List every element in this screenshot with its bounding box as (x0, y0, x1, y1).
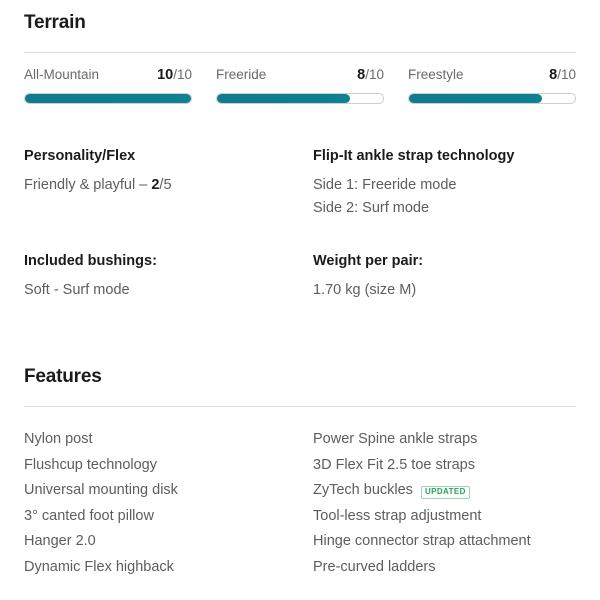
terrain-item-label: All-Mountain (24, 67, 100, 82)
terrain-item (216, 67, 384, 104)
terrain-bar-track (408, 93, 576, 104)
feature-item-label: ZyTech buckles (313, 482, 413, 499)
features-column-right (313, 427, 576, 580)
spec-line-text: Soft - Surf mode (24, 281, 130, 298)
terrain-bar-track (216, 93, 384, 104)
spec-line-value: 2 (151, 177, 160, 193)
features-column-left (24, 427, 313, 580)
spec-item (313, 148, 576, 221)
feature-item (313, 504, 576, 530)
feature-item (24, 478, 313, 504)
feature-item (313, 529, 576, 555)
terrain-item-score-scale: /10 (173, 67, 192, 82)
feature-item-label: Flushcup technology (24, 456, 157, 473)
terrain-item-score (157, 67, 192, 83)
spec-item-title: Personality/Flex (24, 148, 136, 164)
terrain-item-header (216, 67, 384, 83)
spec-line-text: Friendly & playful – (24, 177, 152, 193)
terrain-bar-fill (217, 94, 350, 103)
feature-item (24, 555, 313, 581)
feature-item-label: Hinge connector strap attachment (313, 533, 531, 550)
spec-item-title: Flip-It ankle strap technology (313, 148, 515, 164)
terrain-item-label: Freestyle (408, 67, 464, 82)
feature-item (24, 427, 313, 453)
terrain-item-score-value: 10 (157, 67, 174, 83)
terrain-rating-row (24, 67, 576, 104)
features-list (24, 427, 576, 580)
spec-item (313, 253, 576, 302)
feature-item (313, 478, 576, 504)
feature-item-label: Universal mounting disk (24, 482, 178, 499)
terrain-item-score-scale: /10 (365, 67, 384, 82)
terrain-item (24, 67, 192, 104)
terrain-item-score (549, 67, 576, 83)
terrain-item-score-value: 8 (357, 67, 366, 83)
feature-item (24, 453, 313, 479)
spec-item-line (313, 279, 576, 302)
feature-item-label: 3° canted foot pillow (24, 507, 154, 524)
feature-item-label: Nylon post (24, 431, 93, 448)
terrain-item-label: Freeride (216, 67, 267, 82)
feature-item (24, 529, 313, 555)
feature-item-label: Pre-curved ladders (313, 558, 436, 575)
terrain-item (408, 67, 576, 104)
spec-item (24, 253, 313, 302)
spec-item-line (24, 174, 313, 197)
terrain-item-score-value: 8 (549, 67, 558, 83)
features-heading: Features (24, 366, 102, 388)
feature-item (313, 427, 576, 453)
spec-item (24, 148, 313, 221)
spec-line-text: 1.70 kg (size M) (313, 281, 417, 298)
feature-item-label: Power Spine ankle straps (313, 431, 478, 448)
feature-item-label: Hanger 2.0 (24, 533, 96, 550)
spec-line-suffix: /5 (159, 177, 172, 193)
terrain-heading: Terrain (24, 12, 86, 33)
terrain-item-header (24, 67, 192, 83)
feature-item-label: Dynamic Flex highback (24, 558, 174, 575)
spec-item-title: Included bushings: (24, 252, 157, 269)
terrain-item-header (408, 67, 576, 83)
terrain-item-score-scale: /10 (557, 67, 576, 82)
spec-item-line (313, 174, 576, 197)
terrain-bar-track (24, 93, 192, 104)
feature-item (313, 453, 576, 479)
spec-item-line (313, 197, 576, 220)
terrain-divider (24, 52, 576, 53)
feature-item-label: 3D Flex Fit 2.5 toe straps (313, 456, 475, 473)
spec-item-title: Weight per pair: (313, 252, 424, 269)
feature-item (313, 555, 576, 581)
spec-item-line (24, 279, 313, 302)
feature-item-label: Tool-less strap adjustment (313, 507, 482, 524)
features-divider (24, 406, 576, 407)
feature-item (24, 504, 313, 530)
terrain-bar-fill (409, 94, 542, 103)
terrain-bar-fill (25, 94, 191, 103)
spec-line-text: Side 2: Surf mode (313, 200, 430, 217)
spec-grid (24, 148, 576, 302)
feature-updated-badge: UPDATED (421, 486, 470, 499)
terrain-item-score (357, 67, 384, 83)
spec-line-text: Side 1: Freeride mode (313, 177, 457, 193)
features-block (24, 354, 576, 580)
